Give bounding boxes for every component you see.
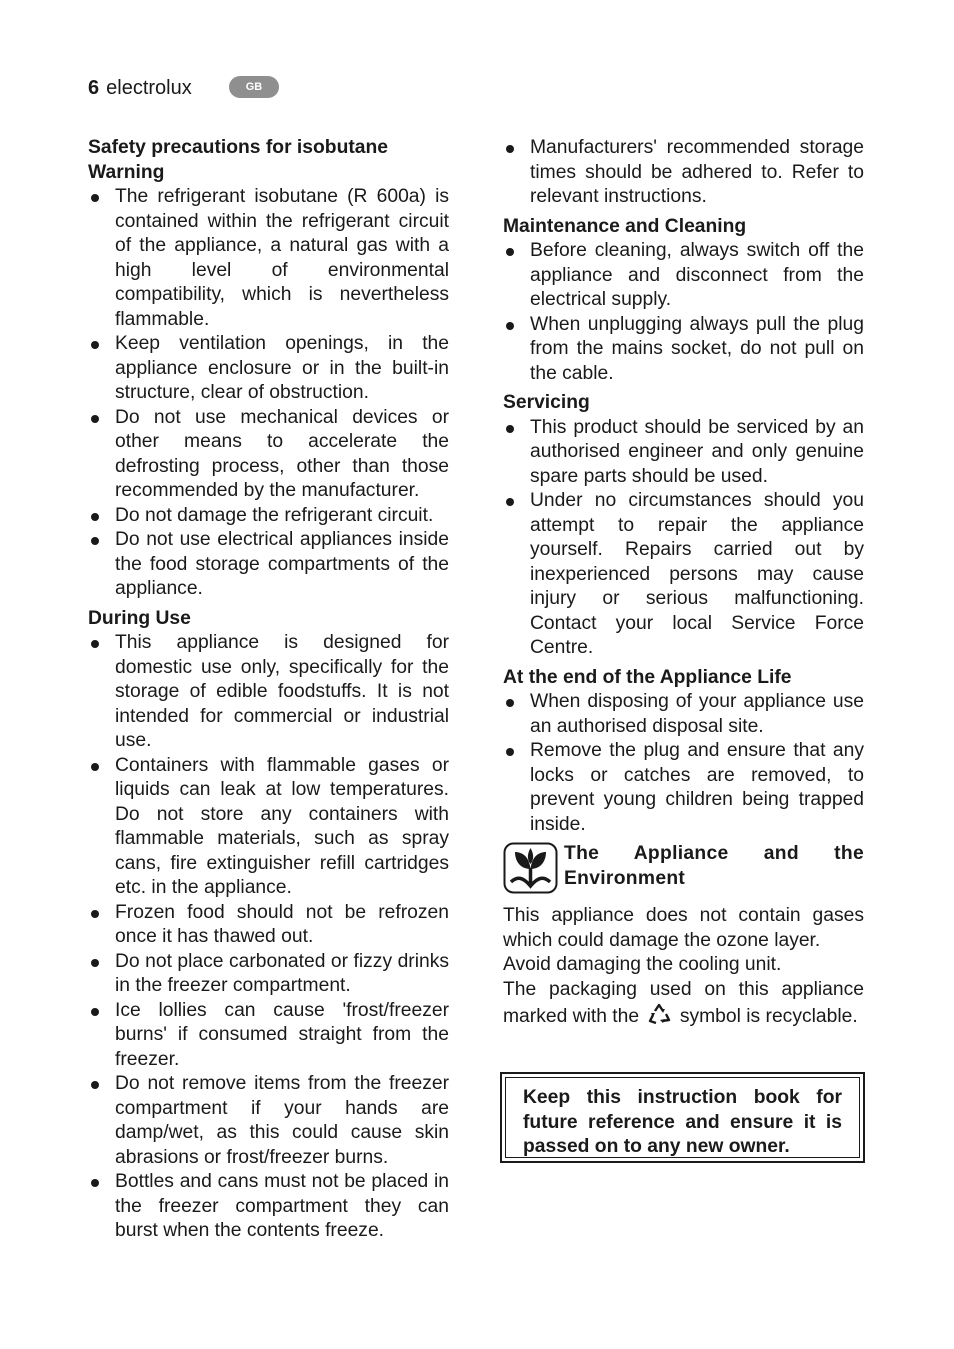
list-item: Bottles and cans must not be placed in the freezer compartment they can burst when the contents freeze. [88, 1170, 449, 1244]
brand-name: electrolux [106, 76, 192, 99]
list-item: Ice lollies can cause 'frost/freezer burns' if consumed straight from the freezer. [88, 999, 449, 1073]
list-item: When unplugging always pull the plug from the mains socket, do not pull on the cable. [503, 313, 864, 387]
bullet-list [503, 690, 864, 837]
section-maintenance [503, 215, 864, 387]
list-item: This product should be serviced by an authorised engineer and only genuine spare parts should be used. [503, 416, 864, 490]
bullet-list [88, 631, 449, 1244]
paragraph-text: The packaging used on this appliance marked with the [503, 978, 864, 1027]
list-item: Remove the plug and ensure that any locks or catches are removed, to prevent young children being trapped inside. [503, 739, 864, 837]
section-subtitle: Warning [88, 161, 165, 183]
bullet-list [88, 185, 449, 602]
list-item: Keep ventilation openings, in the appliance enclosure or in the built-in structure, clear of obstruction. [88, 332, 449, 406]
list-item: Frozen food should not be refrozen once it has thawed out. [88, 901, 449, 950]
language-badge: GB [229, 76, 279, 98]
list-item: Do not use mechanical devices or other means to accelerate the defrosting process, other than those recommended by the manufacturer. [88, 406, 449, 504]
left-column [88, 136, 449, 1249]
section-end-of-life [503, 666, 864, 838]
list-item: The refrigerant isobutane (R 600a) is contained within the refrigerant circuit of the appliance, a natural gas with a high level of environmental compatibility, which is nevertheless flammable. [88, 185, 449, 332]
list-item: Under no circumstances should you attempt to repair the appliance yourself. Repairs carried out by inexperienced persons may cause injury or serious malfunctioning. Contact your local Service Force Centre. [503, 489, 864, 661]
environment-plant-icon [503, 842, 558, 894]
paragraph-text: symbol is recyclable. [679, 1006, 858, 1027]
environment-heading [503, 842, 864, 894]
section-title: At the end of the Appliance Life [503, 666, 792, 688]
section-servicing [503, 391, 864, 661]
list-item: This appliance is designed for domestic use only, specifically for the storage of edible foodstuffs. It is not intended for commercial or industrial use. [88, 631, 449, 754]
environment-title-line2: Environment [564, 867, 686, 889]
page-header [88, 74, 192, 102]
list-item: Containers with flammable gases or liquids can leak at low temperatures. Do not store any containers with flammable materials, such as spray cans, fire extinguisher refill cartridges etc. in the appliance. [88, 754, 449, 901]
list-item: Do not place carbonated or fizzy drinks in the freezer compartment. [88, 950, 449, 999]
list-item: Do not damage the refrigerant circuit. [88, 504, 449, 529]
page-number: 6 [88, 76, 100, 99]
list-item: Before cleaning, always switch off the appliance and disconnect from the electrical supply. [503, 239, 864, 313]
section-title: Safety precautions for isobutane [88, 137, 388, 158]
section-title: During Use [88, 607, 191, 629]
bullet-list [503, 239, 864, 386]
environment-paragraph: Avoid damaging the cooling unit. [503, 954, 782, 975]
list-item: When disposing of your appliance use an authorised disposal site. [503, 690, 864, 739]
environment-paragraph [503, 978, 864, 1030]
section-title: Maintenance and Cleaning [503, 215, 747, 237]
list-item: Do not remove items from the freezer compartment if your hands are damp/wet, as this could cause skin abrasions or frost/freezer burns. [88, 1072, 449, 1170]
bullet-list [503, 136, 864, 210]
section-title: Servicing [503, 392, 590, 413]
section-during-use [88, 607, 449, 1244]
environment-title-line1: The Appliance and the [564, 843, 864, 864]
environment-paragraph: This appliance does not contain gases which could damage the ozone layer. [503, 905, 864, 951]
right-column [503, 136, 864, 1030]
notice-box [500, 1072, 865, 1163]
section-safety [88, 136, 449, 602]
environment-title [564, 842, 864, 891]
notice-text: Keep this instruction book for future reference and ensure it is passed on to any new owner. [505, 1077, 860, 1158]
bullet-list [503, 416, 864, 661]
list-item: Manufacturers' recommended storage times should be adhered to. Refer to relevant instructions. [503, 136, 864, 210]
recycle-icon [646, 1002, 672, 1028]
list-item: Do not use electrical appliances inside the food storage compartments of the appliance. [88, 528, 449, 602]
